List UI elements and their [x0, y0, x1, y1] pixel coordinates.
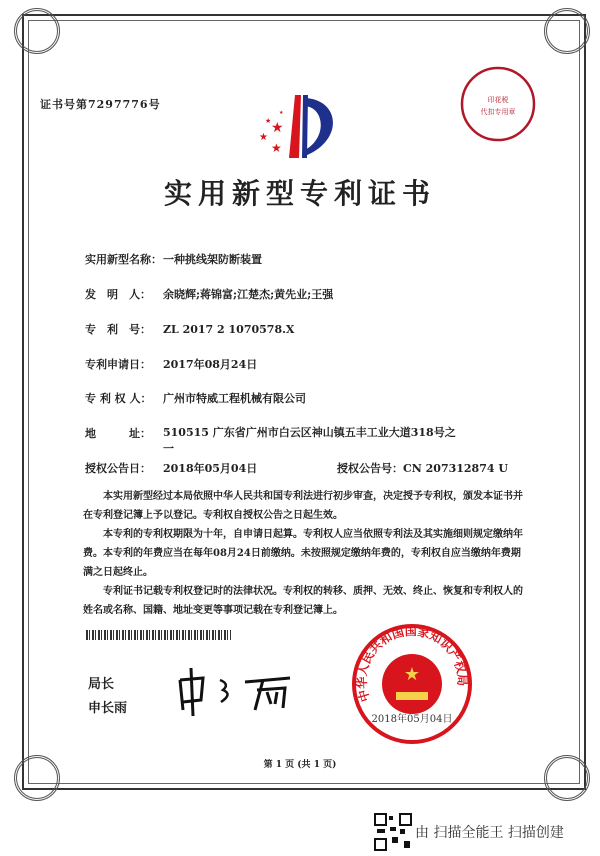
field-label: 授权公告号：: [337, 462, 403, 475]
svg-text:★: ★: [259, 132, 268, 143]
svg-text:代扣专用章: 代扣专用章: [480, 108, 516, 116]
signatory-name: 申长雨: [88, 701, 128, 716]
seal-text: 中华人民共和国国家知识产权局: [354, 624, 470, 704]
svg-text:印花税: 印花税: [487, 96, 509, 104]
signatory-title: 局长: [88, 677, 115, 692]
certificate-number: 证书号第7297776号: [40, 98, 161, 111]
handwritten-signature: [175, 660, 305, 720]
field-label: 授权公告日：: [85, 462, 151, 475]
paragraph: 专利证书记载专利权登记时的法律状况。专利权的转移、质押、无效、终止、恢复和专利权人的姓名或名称、国籍、地址变更等事项记载在专利登记簿上。: [83, 586, 523, 616]
scanner-watermark: 由 扫描全能王 扫描创建: [415, 825, 564, 841]
svg-text:★: ★: [265, 117, 272, 125]
field-value: 余晓辉;蒋锦富;江楚杰;黄先业;王强: [163, 288, 334, 301]
field-value: 一种挑线架防断装置: [163, 253, 262, 266]
field-value: ZL 2017 2 1070578.X: [163, 323, 295, 336]
border-ornament: [544, 8, 590, 54]
field-label: 专 利 号：: [85, 323, 151, 336]
field-label: 专 利 权 人：: [85, 392, 152, 405]
field-label: 实用新型名称：: [85, 253, 162, 266]
field-value: 2018年05月04日: [163, 462, 258, 475]
barcode: [86, 630, 231, 640]
paragraph: 本实用新型经过本局依照中华人民共和国专利法进行初步审查，决定授予专利权，颁发本证书并在专利登记簿上予以登记。专利权自授权公告之日起生效。: [83, 491, 523, 521]
field-value: 510515 广东省广州市白云区神山镇五丰工业大道318号之一: [163, 426, 456, 455]
svg-text:★: ★: [271, 141, 282, 155]
svg-text:★: ★: [403, 664, 421, 685]
svg-text:★: ★: [271, 120, 284, 136]
border-ornament: [14, 8, 60, 54]
patent-office-logo: [255, 90, 345, 160]
field-value: 广州市特威工程机械有限公司: [163, 392, 306, 405]
field-label: 发 明 人：: [85, 288, 151, 301]
seal-date: 2018年05月04日: [371, 714, 453, 725]
field-label: 专利申请日：: [85, 358, 151, 371]
page-footer: 第 1 页 (共 1 页): [263, 760, 337, 770]
document-title: 实用新型专利证书: [163, 177, 436, 210]
qr-code-icon: [374, 813, 412, 851]
official-seal: [350, 622, 474, 746]
tax-seal: [458, 64, 538, 144]
paragraph: 本专利的专利权期限为十年，自申请日起算。专利权人应当依照专利法及其实施细则规定缴纳年费。本专利的年费应当在每年08月24日前缴纳。未按照规定缴纳年费的，专利权自应当缴纳年费期满之日起终止。: [83, 529, 523, 578]
field-value: 2017年08月24日: [163, 358, 258, 371]
svg-text:★: ★: [279, 110, 284, 116]
field-label: 地 址：: [85, 427, 151, 440]
field-value: CN 207312874 U: [403, 462, 508, 475]
certificate-body: [83, 487, 523, 620]
